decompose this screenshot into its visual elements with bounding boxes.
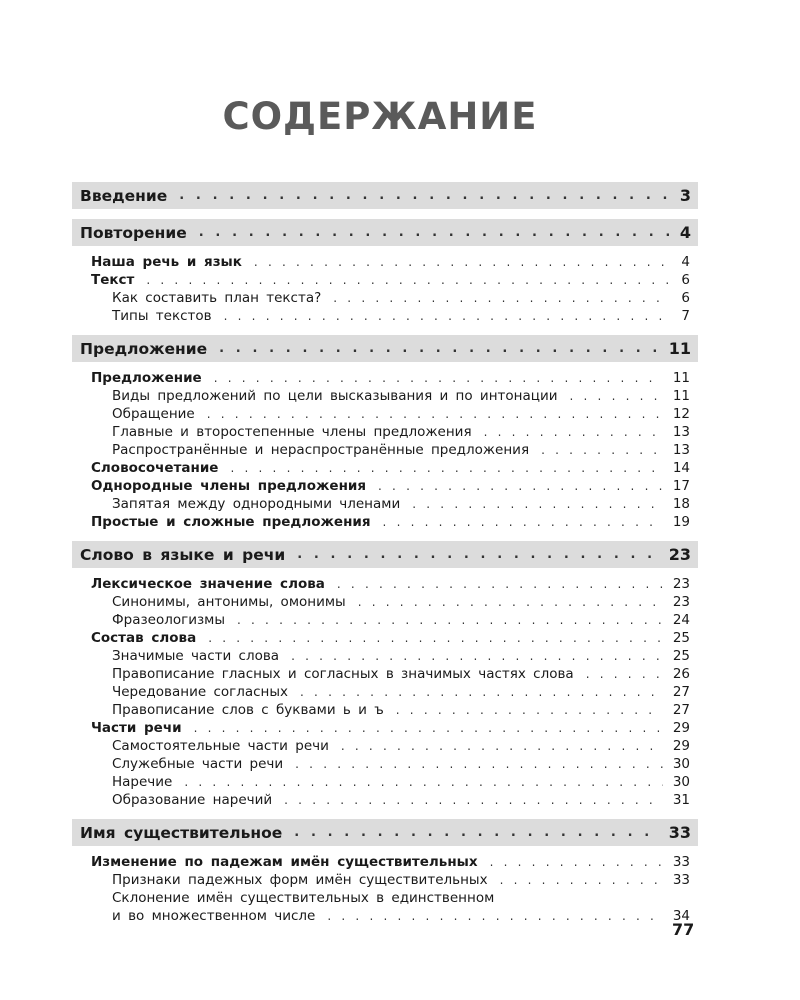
entry-page-number: 33 (672, 854, 690, 870)
dot-leader (500, 871, 663, 889)
entry-title: Однородные члены предложения (91, 478, 367, 494)
entry-page-number: 24 (672, 612, 690, 628)
entry-title: Распространённые и нераспространённые предложения (112, 442, 530, 458)
entry-title: Изменение по падежам имён существительных (91, 854, 478, 870)
section-page-number: 3 (679, 186, 691, 205)
toc-subentry[interactable] (72, 611, 698, 629)
entry-title: Синонимы, антонимы, омонимы (112, 594, 346, 610)
dot-leader (333, 289, 671, 307)
entry-title: Типы текстов (112, 308, 212, 324)
entry-page-number: 27 (672, 684, 690, 700)
dot-leader (570, 387, 663, 405)
toc-entry[interactable] (72, 253, 698, 271)
section-header[interactable] (72, 182, 698, 209)
entry-title: Главные и второстепенные члены предложения (112, 424, 472, 440)
dot-leader (291, 647, 663, 665)
entry-page-number: 29 (672, 720, 690, 736)
entry-page-number: 7 (681, 308, 690, 324)
section-page-number: 33 (668, 823, 691, 842)
section-title: Имя существительное (80, 823, 283, 842)
section-entries (72, 246, 698, 325)
section-title: Предложение (80, 339, 208, 358)
section-header[interactable] (72, 335, 698, 362)
dot-leader (383, 513, 663, 531)
toc-subentry[interactable] (72, 889, 698, 907)
entry-title: Лексическое значение слова (91, 576, 325, 592)
section-entries (72, 362, 698, 531)
entry-page-number: 11 (672, 370, 690, 386)
dot-leader (378, 477, 663, 495)
entry-page-number: 29 (672, 738, 690, 754)
entry-title: Обращение (112, 406, 195, 422)
entry-title: Правописание гласных и согласных в значимых частях слова (112, 666, 574, 682)
entry-page-number: 31 (672, 792, 690, 808)
dot-leader (300, 683, 663, 701)
entry-title: Словосочетание (91, 460, 219, 476)
dot-leader (214, 369, 663, 387)
entry-title: и во множественном числе (112, 908, 316, 924)
toc-entry[interactable] (72, 629, 698, 647)
entry-page-number: 12 (672, 406, 690, 422)
toc-subentry[interactable] (72, 683, 698, 701)
entry-title: Наша речь и язык (91, 254, 242, 270)
dot-leader (219, 341, 659, 356)
toc-subentry[interactable] (72, 289, 698, 307)
entry-title: Склонение имён существительных в единственном (112, 890, 495, 906)
entry-page-number: 30 (672, 756, 690, 772)
entry-page-number: 26 (672, 666, 690, 682)
dot-leader (208, 629, 663, 647)
toc-subentry[interactable] (72, 907, 698, 925)
entry-title: Предложение (91, 370, 202, 386)
toc-subentry[interactable] (72, 871, 698, 889)
entry-page-number: 23 (672, 576, 690, 592)
section-title: Введение (80, 186, 168, 205)
toc-subentry[interactable] (72, 423, 698, 441)
table-of-contents (72, 182, 698, 925)
entry-title: Состав слова (91, 630, 197, 646)
section-header[interactable] (72, 819, 698, 846)
entry-title: Части речи (91, 720, 182, 736)
toc-subentry[interactable] (72, 593, 698, 611)
section-page-number: 23 (668, 545, 691, 564)
toc-subentry[interactable] (72, 737, 698, 755)
entry-page-number: 27 (672, 702, 690, 718)
entry-title: Наречие (112, 774, 173, 790)
toc-subentry[interactable] (72, 387, 698, 405)
dot-leader (586, 665, 663, 683)
toc-subentry[interactable] (72, 647, 698, 665)
section-header[interactable] (72, 541, 698, 568)
dot-leader (230, 459, 662, 477)
section-title: Повторение (80, 223, 187, 242)
entry-title: Как составить план текста? (112, 290, 322, 306)
dot-leader (396, 701, 663, 719)
dot-leader (194, 719, 663, 737)
toc-subentry[interactable] (72, 405, 698, 423)
entry-title: Текст (91, 272, 135, 288)
toc-subentry[interactable] (72, 755, 698, 773)
entry-page-number: 6 (681, 272, 690, 288)
dot-leader (327, 907, 662, 925)
toc-entry[interactable] (72, 477, 698, 495)
entry-page-number: 23 (672, 594, 690, 610)
toc-entry[interactable] (72, 369, 698, 387)
toc-subentry[interactable] (72, 307, 698, 325)
toc-entry[interactable] (72, 719, 698, 737)
dot-leader (295, 755, 663, 773)
toc-subentry[interactable] (72, 791, 698, 809)
dot-leader (490, 853, 663, 871)
entry-page-number: 14 (672, 460, 690, 476)
entry-title: Запятая между однородными членами (112, 496, 401, 512)
dot-leader (297, 547, 659, 562)
toc-subentry[interactable] (72, 773, 698, 791)
entry-title: Фразеологизмы (112, 612, 225, 628)
section-page-number: 4 (679, 223, 691, 242)
section-page-number: 11 (668, 339, 691, 358)
dot-leader (412, 495, 663, 513)
dot-leader (484, 423, 663, 441)
toc-subentry[interactable] (72, 441, 698, 459)
entry-page-number: 30 (672, 774, 690, 790)
entry-title: Значимые части слова (112, 648, 280, 664)
entry-title: Признаки падежных форм имён существительных (112, 872, 488, 888)
dot-leader (254, 253, 671, 271)
toc-entry[interactable] (72, 575, 698, 593)
toc-subentry[interactable] (72, 495, 698, 513)
toc-subentry[interactable] (72, 665, 698, 683)
entry-title: Образование наречий (112, 792, 273, 808)
entry-page-number: 11 (672, 388, 690, 404)
dot-leader (341, 737, 663, 755)
dot-leader (358, 593, 663, 611)
toc-entry[interactable] (72, 459, 698, 477)
dot-leader (237, 611, 663, 629)
dot-leader (199, 225, 670, 240)
dot-leader (184, 773, 662, 791)
entry-title: Правописание слов с буквами ь и ъ (112, 702, 384, 718)
entry-title: Служебные части речи (112, 756, 284, 772)
dot-leader (541, 441, 663, 459)
entry-page-number: 13 (672, 424, 690, 440)
entry-page-number: 25 (672, 630, 690, 646)
dot-leader (146, 271, 671, 289)
entry-page-number: 25 (672, 648, 690, 664)
toc-subentry[interactable] (72, 701, 698, 719)
entry-title: Чередование согласных (112, 684, 289, 700)
entry-page-number: 6 (681, 290, 690, 306)
section-entries (72, 846, 698, 925)
section-header[interactable] (72, 219, 698, 246)
dot-leader (224, 307, 672, 325)
entry-title: Виды предложений по цели высказывания и по интонации (112, 388, 558, 404)
dot-leader (294, 825, 658, 840)
entry-page-number: 4 (681, 254, 690, 270)
page-title: СОДЕРЖАНИЕ (222, 95, 538, 138)
section-entries (72, 568, 698, 809)
entry-page-number: 13 (672, 442, 690, 458)
entry-page-number: 18 (672, 496, 690, 512)
section-title: Слово в языке и речи (80, 545, 286, 564)
entry-page-number: 17 (672, 478, 690, 494)
toc-entry[interactable] (72, 513, 698, 531)
entry-page-number: 34 (672, 908, 690, 924)
dot-leader (179, 188, 670, 203)
page-number: 77 (672, 920, 695, 939)
entry-title: Самостоятельные части речи (112, 738, 329, 754)
entry-title: Простые и сложные предложения (91, 514, 371, 530)
dot-leader (337, 575, 663, 593)
toc-entry[interactable] (72, 853, 698, 871)
dot-leader (284, 791, 663, 809)
entry-page-number: 19 (672, 514, 690, 530)
dot-leader (207, 405, 663, 423)
entry-page-number: 33 (672, 872, 690, 888)
toc-entry[interactable] (72, 271, 698, 289)
